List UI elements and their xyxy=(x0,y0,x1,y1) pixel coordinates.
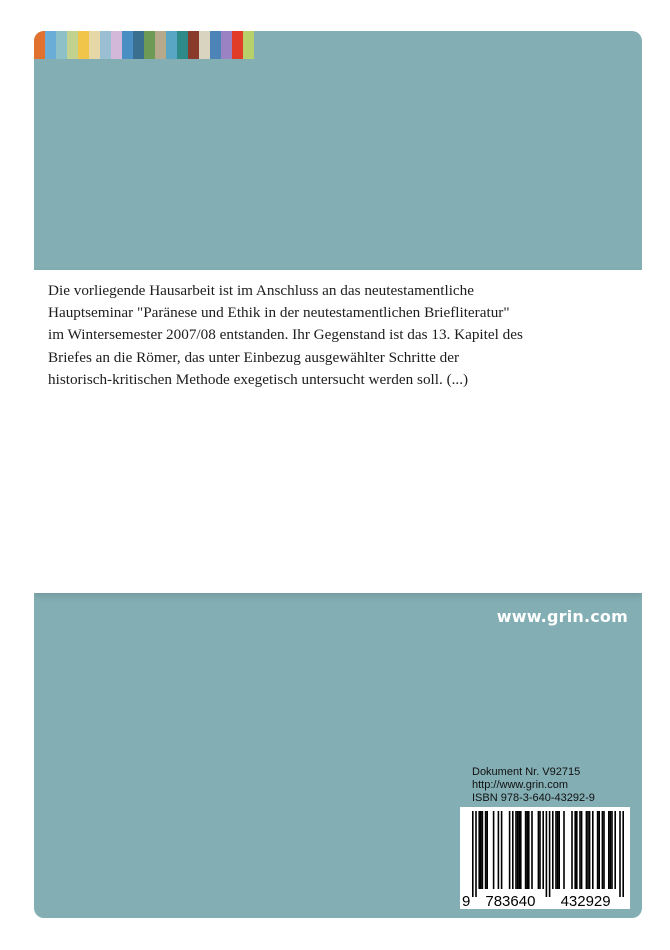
barcode-bar xyxy=(501,811,503,889)
barcode-bar xyxy=(480,811,482,889)
barcode-bar xyxy=(482,811,484,889)
document-url: http://www.grin.com xyxy=(472,779,568,791)
barcode-bar xyxy=(472,811,474,897)
color-stripe xyxy=(243,31,254,59)
barcode-bar xyxy=(552,811,554,889)
color-stripe xyxy=(232,31,243,59)
barcode-bar xyxy=(478,811,480,889)
color-stripe xyxy=(144,31,155,59)
barcode-bar xyxy=(589,811,591,889)
barcode-bar xyxy=(602,811,604,889)
barcode-bar xyxy=(546,811,548,897)
barcode-bar xyxy=(517,811,519,889)
color-stripe xyxy=(67,31,78,59)
barcode-bar xyxy=(571,811,573,889)
barcode-digits: 783640 xyxy=(485,893,536,909)
color-stripe xyxy=(78,31,89,59)
barcode-bar xyxy=(518,811,520,889)
barcode-bar xyxy=(557,811,559,889)
barcode-bar xyxy=(563,811,565,889)
barcode-bar xyxy=(619,811,621,897)
barcode-bar xyxy=(498,811,500,889)
barcode-bar xyxy=(512,811,514,889)
barcode-bar xyxy=(475,811,477,897)
barcode-bar xyxy=(520,811,522,889)
color-stripe xyxy=(177,31,188,59)
barcode-bar xyxy=(558,811,560,889)
blurb-line: im Wintersemester 2007/08 entstanden. Ihr Gegenstand ist das 13. Kapitel des xyxy=(48,326,523,344)
barcode-graphic xyxy=(460,807,630,909)
barcode-bar xyxy=(538,811,540,889)
barcode-bar xyxy=(603,811,605,889)
barcode-bar xyxy=(486,811,488,889)
publisher-url: www.grin.com xyxy=(496,607,628,626)
document-info xyxy=(472,766,595,805)
blurb-line: Die vorliegende Hausarbeit ist im Anschluss an das neutestamentliche xyxy=(48,282,474,299)
color-stripe xyxy=(100,31,111,59)
color-stripe xyxy=(188,31,199,59)
isbn: ISBN 978-3-640-43292-9 xyxy=(472,792,595,804)
barcode-bar xyxy=(579,811,581,889)
barcode-bar xyxy=(581,811,583,889)
color-stripe xyxy=(210,31,221,59)
blurb-line: historisch-kritischen Methode exegetisch untersucht werden soll. (...) xyxy=(48,370,469,388)
barcode-bar xyxy=(515,811,517,889)
barcode-bar xyxy=(526,811,528,889)
barcode-bar xyxy=(608,811,610,889)
color-stripe-bar xyxy=(34,31,254,59)
barcode-bar xyxy=(493,811,495,889)
color-stripe xyxy=(45,31,56,59)
barcode-bar xyxy=(509,811,511,889)
barcode-bar xyxy=(485,811,487,889)
barcode-bar xyxy=(549,811,551,897)
blurb-panel xyxy=(34,270,642,593)
barcode-bar xyxy=(586,811,588,889)
barcode-bar xyxy=(597,811,599,889)
color-stripe xyxy=(199,31,210,59)
barcode-bar xyxy=(555,811,557,889)
color-stripe xyxy=(89,31,100,59)
color-stripe xyxy=(122,31,133,59)
color-stripe xyxy=(133,31,144,59)
color-stripe xyxy=(111,31,122,59)
barcode-bar xyxy=(574,811,576,889)
document-number: Dokument Nr. V92715 xyxy=(472,766,581,778)
color-stripe xyxy=(56,31,67,59)
barcode-bar xyxy=(610,811,612,889)
barcode-bar xyxy=(587,811,589,889)
color-stripe xyxy=(34,31,45,59)
barcode-bar xyxy=(622,811,624,897)
color-stripe xyxy=(166,31,177,59)
barcode-bar xyxy=(528,811,530,889)
blurb-line: Briefes an die Römer, das unter Einbezug ausgewählter Schritte der xyxy=(48,348,459,366)
barcode-bar xyxy=(611,811,613,889)
barcode-bar xyxy=(576,811,578,889)
barcode-digits: 432929 xyxy=(560,893,611,909)
book-back-cover xyxy=(34,31,642,918)
barcode-bar xyxy=(525,811,527,889)
blurb-text xyxy=(48,280,628,391)
color-stripe xyxy=(155,31,166,59)
barcode-bar xyxy=(598,811,600,889)
barcode-bar xyxy=(542,811,544,889)
barcode-bar xyxy=(531,811,533,889)
barcode-digits: 9 xyxy=(462,893,471,909)
barcode-bar xyxy=(539,811,541,889)
isbn-barcode xyxy=(460,807,630,909)
blurb-line: Hauptseminar "Paränese und Ethik in der neutestamentlichen Briefliteratur" xyxy=(48,304,510,322)
barcode-bar xyxy=(592,811,594,889)
color-stripe xyxy=(221,31,232,59)
barcode-bar xyxy=(614,811,616,889)
